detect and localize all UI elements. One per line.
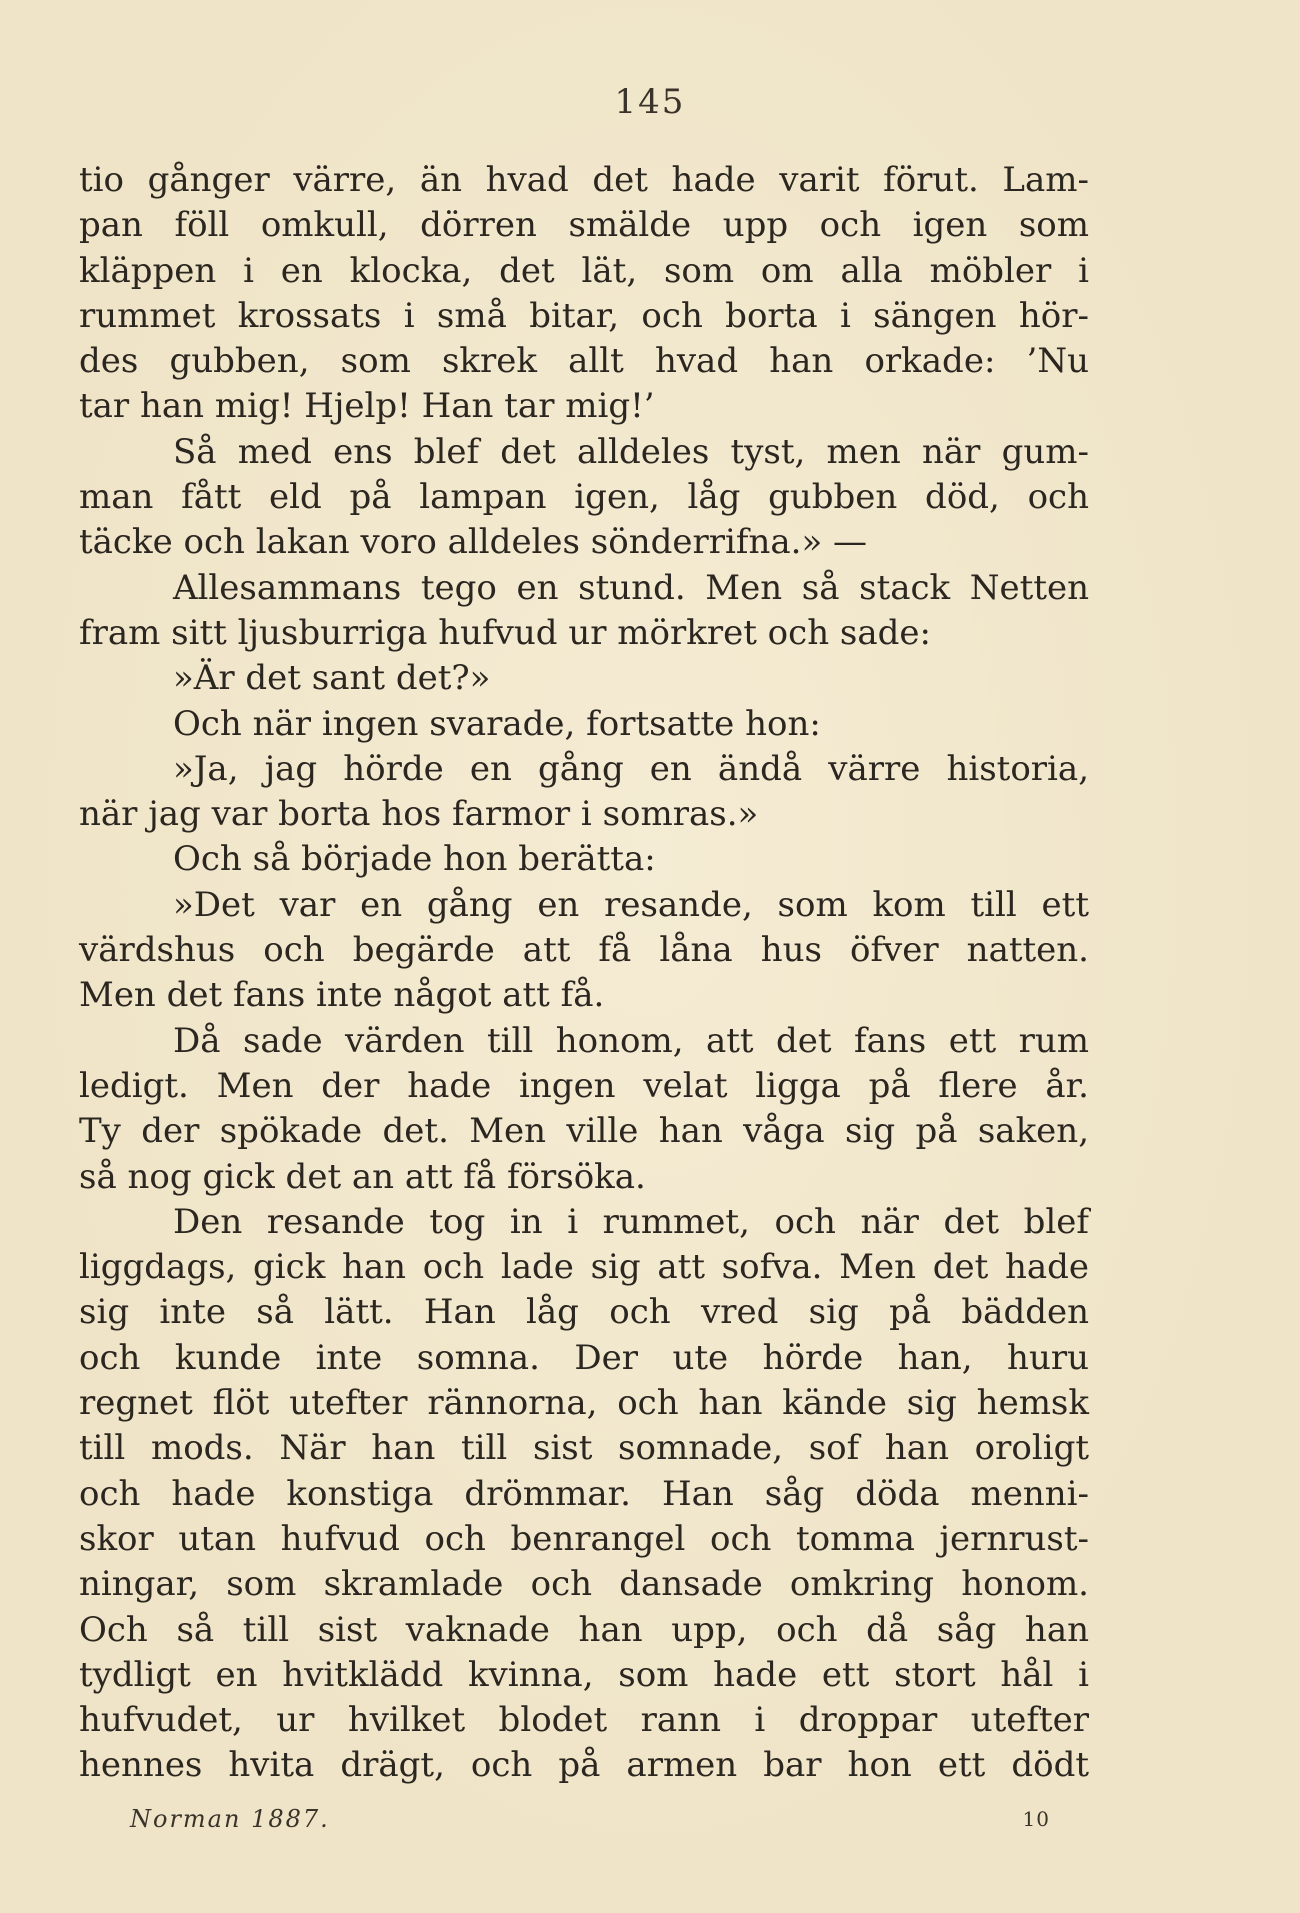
text-line: Den resande tog in i rummet, och när det blef bbox=[173, 1201, 1089, 1242]
text-line: regnet flöt utefter rännorna, och han kände sig hemsk bbox=[79, 1383, 1089, 1424]
body-text bbox=[79, 158, 1089, 1789]
text-line: fram sitt ljusburriga hufvud ur mörkret och sade: bbox=[79, 612, 931, 653]
text-line: tio gånger värre, än hvad det hade varit förut. Lam- bbox=[79, 160, 1089, 200]
text-line: Och så började hon berätta: bbox=[173, 839, 656, 880]
footer-sheet-number: 10 bbox=[1022, 1807, 1050, 1831]
text-line: och hade konstiga drömmar. Han såg döda menni- bbox=[79, 1473, 1089, 1514]
text-line: så nog gick det an att få försöka. bbox=[79, 1156, 646, 1197]
text-line: Men det fans inte något att få. bbox=[79, 975, 605, 1016]
text-line: och kunde inte somna. Der ute hörde han, huru bbox=[79, 1337, 1089, 1378]
page-footer bbox=[130, 1805, 1050, 1845]
text-line: värdshus och begärde att få låna hus öfver natten. bbox=[79, 930, 1089, 971]
text-line: hennes hvita drägt, och på armen bar hon ett dödt bbox=[79, 1745, 1089, 1786]
text-line: Så med ens blef det alldeles tyst, men när gum- bbox=[173, 431, 1089, 472]
text-line: tydligt en hvitklädd kvinna, som hade ett stort hål i bbox=[79, 1654, 1089, 1695]
text-line: Och så till sist vaknade han upp, och då såg han bbox=[79, 1609, 1089, 1650]
page-number: 145 bbox=[614, 82, 686, 122]
text-line: ningar, som skramlade och dansade omkring honom. bbox=[79, 1564, 1089, 1605]
text-line: Då sade värden till honom, att det fans ett rum bbox=[173, 1020, 1089, 1061]
text-line: »Är det sant det?» bbox=[173, 658, 491, 699]
text-line: liggdags, gick han och lade sig att sofva. Men det hade bbox=[79, 1247, 1089, 1288]
text-line: des gubben, som skrek allt hvad han orkade: ’Nu bbox=[79, 341, 1089, 382]
text-line: sig inte så lätt. Han låg och vred sig på bädden bbox=[79, 1292, 1089, 1333]
text-line: när jag var borta hos farmor i somras.» bbox=[79, 794, 759, 835]
text-line: till mods. När han till sist somnade, sof han oroligt bbox=[79, 1428, 1089, 1469]
text-line: »Det var en gång en resande, som kom till ett bbox=[173, 884, 1089, 925]
text-line: Allesammans tego en stund. Men så stack Netten bbox=[173, 567, 1089, 608]
text-line: pan föll omkull, dörren smälde upp och igen som bbox=[79, 205, 1089, 246]
text-line: Ty der spökade det. Men ville han våga sig på saken, bbox=[79, 1111, 1089, 1152]
text-line: skor utan hufvud och benrangel och tomma jernrust- bbox=[79, 1518, 1089, 1559]
footer-signature: Norman 1887. bbox=[130, 1805, 330, 1833]
text-line: ledigt. Men der hade ingen velat ligga på flere år. bbox=[79, 1065, 1089, 1106]
text-line: »Ja, jag hörde en gång en ändå värre historia, bbox=[173, 748, 1089, 789]
text-line: rummet krossats i små bitar, och borta i sängen hör- bbox=[79, 295, 1089, 336]
text-line: kläppen i en klocka, det lät, som om alla möbler i bbox=[79, 250, 1089, 291]
text-line: täcke och lakan voro alldeles sönderrifna.» — bbox=[79, 522, 868, 563]
text-line: tar han mig! Hjelp! Han tar mig!’ bbox=[79, 386, 655, 427]
text-line: Och när ingen svarade, fortsatte hon: bbox=[173, 703, 821, 744]
text-line: man fått eld på lampan igen, låg gubben död, och bbox=[79, 477, 1089, 518]
text-line: hufvudet, ur hvilket blodet rann i droppar utefter bbox=[79, 1700, 1089, 1741]
